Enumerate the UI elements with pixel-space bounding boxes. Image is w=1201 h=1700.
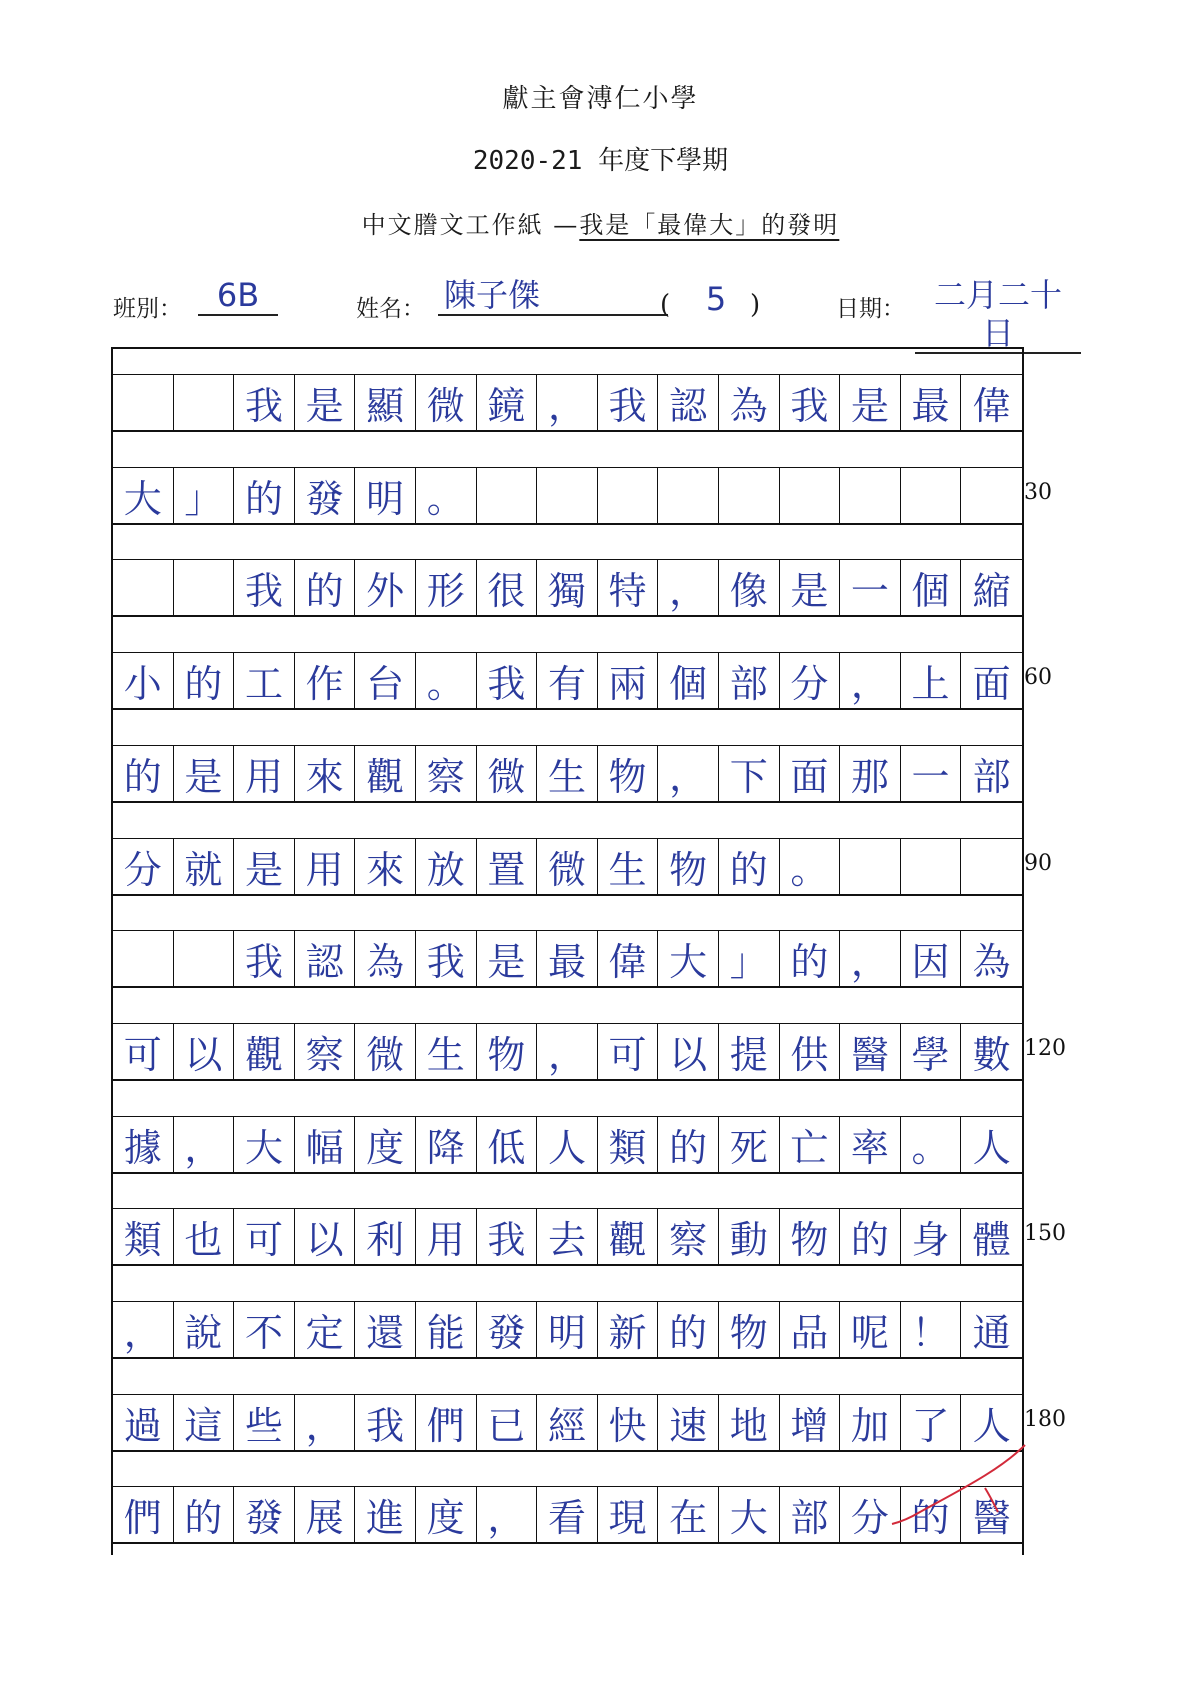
grid-cell: 像 bbox=[719, 560, 780, 615]
grid-cell: 我 bbox=[234, 560, 295, 615]
date-value: 二月二十日 bbox=[915, 276, 1081, 354]
grid-cell: 人 bbox=[972, 1125, 1011, 1170]
grid-cell: 數 bbox=[972, 1032, 1011, 1077]
grid-cell: ！ bbox=[901, 1302, 962, 1357]
grid-cell: 是 bbox=[840, 375, 901, 430]
character-count-label: 150 bbox=[1024, 1221, 1066, 1247]
grid-cell bbox=[537, 468, 598, 523]
grid-cell: 觀 bbox=[598, 1209, 659, 1264]
grid-cell: 用 bbox=[295, 839, 356, 894]
name-value: 陳子傑 bbox=[438, 276, 668, 316]
class-value: 6B bbox=[198, 276, 278, 316]
character-count-label: 120 bbox=[1024, 1035, 1066, 1061]
grid-cell: 形 bbox=[416, 560, 477, 615]
grid-cell: 通 bbox=[972, 1311, 1011, 1355]
grid-cell: 下 bbox=[719, 746, 780, 801]
grid-cell bbox=[113, 375, 174, 430]
number-open-paren: ( bbox=[660, 290, 671, 320]
row-spacer bbox=[113, 1183, 1022, 1209]
row-spacer bbox=[113, 813, 1022, 839]
grid-cell: 個 bbox=[658, 653, 719, 708]
grid-cell: 作 bbox=[295, 653, 356, 708]
grid-cell bbox=[174, 931, 235, 986]
grid-row bbox=[113, 653, 1022, 710]
grid-cell: 定 bbox=[295, 1302, 356, 1357]
grid-cell: ， bbox=[840, 653, 901, 708]
grid-cell: 的 bbox=[840, 1209, 901, 1264]
grid-cell bbox=[961, 468, 1022, 523]
school-name: 獻主會溥仁小學 bbox=[502, 84, 699, 114]
worksheet-topic: 我是「最偉大」的發明 bbox=[579, 211, 840, 239]
grid-cell: 。 bbox=[416, 468, 477, 523]
grid-cell: 觀 bbox=[355, 746, 416, 801]
grid-cell: 偉 bbox=[598, 931, 659, 986]
grid-cell: 就 bbox=[174, 839, 235, 894]
grid-cell: 上 bbox=[901, 653, 962, 708]
grid-cell bbox=[174, 375, 235, 430]
grid-cell: 分 bbox=[840, 1487, 901, 1542]
grid-cell: 我 bbox=[598, 375, 659, 430]
row-spacer bbox=[113, 627, 1022, 653]
grid-cell: 物 bbox=[719, 1302, 780, 1357]
worksheet-title bbox=[0, 205, 1201, 240]
grid-cell: 工 bbox=[234, 653, 295, 708]
grid-cell bbox=[780, 468, 841, 523]
grid-cell: 物 bbox=[780, 1209, 841, 1264]
character-count-label: 180 bbox=[1024, 1406, 1066, 1432]
date-label: 日期： bbox=[836, 296, 905, 322]
grid-cell: 的 bbox=[901, 1487, 962, 1542]
grid-cell: 察 bbox=[295, 1024, 356, 1079]
writing-grid bbox=[111, 347, 1024, 1555]
grid-row bbox=[113, 931, 1022, 988]
grid-cell: 我 bbox=[477, 1209, 538, 1264]
grid-cell: 生 bbox=[537, 746, 598, 801]
grid-cell: 呢 bbox=[840, 1302, 901, 1357]
grid-cell: 展 bbox=[295, 1487, 356, 1542]
grid-cell: 也 bbox=[174, 1209, 235, 1264]
grid-cell: 看 bbox=[537, 1487, 598, 1542]
grid-cell bbox=[598, 468, 659, 523]
row-spacer bbox=[113, 1091, 1022, 1117]
grid-cell: 特 bbox=[598, 560, 659, 615]
grid-cell: 為 bbox=[719, 375, 780, 430]
grid-cell: 來 bbox=[355, 839, 416, 894]
grid-cell: 是 bbox=[780, 560, 841, 615]
grid-row bbox=[113, 1024, 1022, 1081]
character-count-label: 60 bbox=[1024, 665, 1052, 691]
grid-cell: 動 bbox=[719, 1209, 780, 1264]
grid-cell: 置 bbox=[477, 839, 538, 894]
grid-cell: 以 bbox=[174, 1024, 235, 1079]
grid-cell: 個 bbox=[901, 560, 962, 615]
grid-cell: 。 bbox=[780, 839, 841, 894]
grid-cell: 供 bbox=[780, 1024, 841, 1079]
grid-cell bbox=[113, 931, 174, 986]
grid-cell: 發 bbox=[295, 468, 356, 523]
grid-cell bbox=[719, 468, 780, 523]
row-spacer bbox=[113, 905, 1022, 931]
grid-cell: 那 bbox=[840, 746, 901, 801]
grid-cell: 」 bbox=[719, 931, 780, 986]
character-count-label: 90 bbox=[1024, 850, 1052, 876]
grid-cell: 體 bbox=[972, 1218, 1011, 1263]
grid-cell: 一 bbox=[901, 746, 962, 801]
grid-cell: 認 bbox=[658, 375, 719, 430]
grid-cell: 。 bbox=[416, 653, 477, 708]
grid-cell: 速 bbox=[658, 1395, 719, 1450]
row-spacer bbox=[113, 720, 1022, 746]
grid-cell: 些 bbox=[234, 1395, 295, 1450]
grid-cell bbox=[901, 468, 962, 523]
grid-cell: 學 bbox=[901, 1024, 962, 1079]
grid-cell: ， bbox=[840, 931, 901, 986]
grid-cell: 我 bbox=[234, 375, 295, 430]
grid-cell: 以 bbox=[295, 1209, 356, 1264]
grid-cell: 獨 bbox=[537, 560, 598, 615]
grid-cell: ， bbox=[174, 1117, 235, 1172]
grid-cell bbox=[174, 560, 235, 615]
grid-cell: 可 bbox=[598, 1024, 659, 1079]
grid-cell bbox=[477, 468, 538, 523]
grid-cell: 還 bbox=[355, 1302, 416, 1357]
grid-cell: 兩 bbox=[598, 653, 659, 708]
grid-cell: 縮 bbox=[972, 569, 1011, 614]
grid-cell: 提 bbox=[719, 1024, 780, 1079]
grid-cell: 現 bbox=[598, 1487, 659, 1542]
grid-row bbox=[113, 560, 1022, 617]
grid-cell: 大 bbox=[658, 931, 719, 986]
grid-cell: 生 bbox=[416, 1024, 477, 1079]
grid-cell: 外 bbox=[355, 560, 416, 615]
grid-cell: 放 bbox=[416, 839, 477, 894]
grid-cell: 用 bbox=[234, 746, 295, 801]
row-spacer bbox=[113, 442, 1022, 468]
grid-row bbox=[113, 1209, 1022, 1266]
grid-cell: 的 bbox=[113, 746, 174, 801]
name-label: 姓名： bbox=[356, 296, 425, 322]
grid-cell: 鏡 bbox=[477, 375, 538, 430]
grid-cell: ， bbox=[537, 1024, 598, 1079]
grid-cell bbox=[113, 560, 174, 615]
grid-cell: 是 bbox=[234, 839, 295, 894]
grid-cell: 大 bbox=[719, 1487, 780, 1542]
grid-cell: 說 bbox=[174, 1302, 235, 1357]
grid-cell: 過 bbox=[113, 1395, 174, 1450]
grid-cell: 有 bbox=[537, 653, 598, 708]
grid-cell: 了 bbox=[901, 1395, 962, 1450]
grid-cell: 偉 bbox=[972, 384, 1011, 428]
grid-cell: 去 bbox=[537, 1209, 598, 1264]
grid-cell: 品 bbox=[780, 1302, 841, 1357]
grid-cell: 來 bbox=[295, 746, 356, 801]
grid-cell: 為 bbox=[355, 931, 416, 986]
grid-cell: 已 bbox=[477, 1395, 538, 1450]
grid-row bbox=[113, 1117, 1022, 1174]
grid-cell: 物 bbox=[477, 1024, 538, 1079]
grid-cell: 據 bbox=[113, 1117, 174, 1172]
grid-cell: 類 bbox=[113, 1209, 174, 1264]
class-label: 班別： bbox=[113, 296, 182, 322]
grid-cell: 最 bbox=[901, 375, 962, 430]
number-close-paren: ) bbox=[750, 290, 761, 320]
grid-cell: 小 bbox=[113, 653, 174, 708]
grid-cell: 分 bbox=[113, 839, 174, 894]
grid-row bbox=[113, 746, 1022, 803]
grid-cell: 用 bbox=[416, 1209, 477, 1264]
grid-cell: 降 bbox=[416, 1117, 477, 1172]
grid-cell: 醫 bbox=[972, 1496, 1011, 1541]
grid-cell: 。 bbox=[901, 1117, 962, 1172]
grid-cell: 發 bbox=[234, 1487, 295, 1542]
row-spacer bbox=[113, 1276, 1022, 1302]
grid-cell bbox=[658, 468, 719, 523]
grid-cell: 進 bbox=[355, 1487, 416, 1542]
grid-cell: 部 bbox=[719, 653, 780, 708]
grid-cell: 的 bbox=[234, 468, 295, 523]
grid-cell: 大 bbox=[234, 1117, 295, 1172]
grid-row bbox=[113, 1302, 1022, 1359]
grid-cell: 一 bbox=[840, 560, 901, 615]
grid-cell: 亡 bbox=[780, 1117, 841, 1172]
grid-cell: 部 bbox=[780, 1487, 841, 1542]
grid-cell: 度 bbox=[355, 1117, 416, 1172]
grid-cell: 顯 bbox=[355, 375, 416, 430]
grid-cell: 率 bbox=[840, 1117, 901, 1172]
grid-cell: ， bbox=[295, 1395, 356, 1450]
row-spacer bbox=[113, 1461, 1022, 1487]
grid-cell: 物 bbox=[658, 839, 719, 894]
grid-cell: 很 bbox=[477, 560, 538, 615]
grid-cell: 的 bbox=[295, 560, 356, 615]
grid-cell: 醫 bbox=[840, 1024, 901, 1079]
term-title: 2020-21 年度下學期 bbox=[472, 146, 729, 176]
grid-cell: 最 bbox=[537, 931, 598, 986]
grid-cell: 察 bbox=[416, 746, 477, 801]
grid-cell bbox=[840, 468, 901, 523]
grid-cell: 分 bbox=[780, 653, 841, 708]
character-count-label: 30 bbox=[1024, 479, 1052, 505]
grid-cell: 的 bbox=[174, 1487, 235, 1542]
grid-cell: 人 bbox=[537, 1117, 598, 1172]
grid-cell: 我 bbox=[416, 931, 477, 986]
grid-cell bbox=[840, 839, 901, 894]
row-spacer bbox=[113, 998, 1022, 1024]
grid-cell: 察 bbox=[658, 1209, 719, 1264]
grid-cell: 物 bbox=[598, 746, 659, 801]
grid-cell: 微 bbox=[355, 1024, 416, 1079]
grid-cell: 的 bbox=[658, 1302, 719, 1357]
grid-cell: 快 bbox=[598, 1395, 659, 1450]
grid-cell: 」 bbox=[174, 468, 235, 523]
grid-row bbox=[113, 1395, 1022, 1452]
grid-cell: 生 bbox=[598, 839, 659, 894]
grid-cell: 類 bbox=[598, 1117, 659, 1172]
grid-cell: 微 bbox=[416, 375, 477, 430]
grid-cell: ， bbox=[658, 746, 719, 801]
grid-cell: 認 bbox=[295, 931, 356, 986]
correction-mark-icon bbox=[890, 1440, 1030, 1530]
class-number-value: 5 bbox=[705, 280, 727, 318]
grid-cell: 以 bbox=[658, 1024, 719, 1079]
grid-cell: 微 bbox=[537, 839, 598, 894]
grid-cell: 的 bbox=[174, 653, 235, 708]
grid-cell: 大 bbox=[113, 468, 174, 523]
grid-cell: 利 bbox=[355, 1209, 416, 1264]
grid-cell bbox=[901, 839, 962, 894]
grid-cell: 面 bbox=[780, 746, 841, 801]
grid-cell: 們 bbox=[416, 1395, 477, 1450]
grid-cell: ， bbox=[658, 560, 719, 615]
grid-cell: 因 bbox=[901, 931, 962, 986]
grid-cell: 為 bbox=[972, 940, 1011, 985]
grid-cell: 經 bbox=[537, 1395, 598, 1450]
grid-cell: 部 bbox=[972, 754, 1011, 799]
grid-cell: 是 bbox=[295, 375, 356, 430]
grid-cell: 是 bbox=[174, 746, 235, 801]
grid-cell: 我 bbox=[477, 653, 538, 708]
worksheet-prefix: 中文謄文工作紙 — bbox=[361, 211, 580, 239]
grid-cell: 是 bbox=[477, 931, 538, 986]
row-spacer bbox=[113, 534, 1022, 560]
grid-cell: 微 bbox=[477, 746, 538, 801]
grid-cell: ， bbox=[477, 1487, 538, 1542]
grid-cell: 我 bbox=[355, 1395, 416, 1450]
grid-cell: 死 bbox=[719, 1117, 780, 1172]
grid-cell: ， bbox=[113, 1302, 174, 1357]
grid-cell: 面 bbox=[972, 662, 1011, 707]
grid-cell: 我 bbox=[234, 931, 295, 986]
grid-cell: 台 bbox=[355, 653, 416, 708]
grid-cell: 發 bbox=[477, 1302, 538, 1357]
grid-cell: 的 bbox=[719, 839, 780, 894]
grid-cell: 我 bbox=[780, 375, 841, 430]
grid-cell: 人 bbox=[972, 1403, 1011, 1448]
grid-row bbox=[113, 468, 1022, 525]
grid-cell: 可 bbox=[234, 1209, 295, 1264]
grid-row bbox=[113, 1487, 1022, 1544]
grid-cell: 地 bbox=[719, 1395, 780, 1450]
grid-cell: 幅 bbox=[295, 1117, 356, 1172]
grid-cell: 們 bbox=[113, 1487, 174, 1542]
grid-cell: 在 bbox=[658, 1487, 719, 1542]
grid-cell: 能 bbox=[416, 1302, 477, 1357]
grid-cell: 觀 bbox=[234, 1024, 295, 1079]
grid-cell: 明 bbox=[537, 1302, 598, 1357]
grid-row bbox=[113, 375, 1022, 432]
grid-cell: 新 bbox=[598, 1302, 659, 1357]
grid-cell: 增 bbox=[780, 1395, 841, 1450]
grid-cell: 的 bbox=[658, 1117, 719, 1172]
grid-cell: 加 bbox=[840, 1395, 901, 1450]
grid-cell: 身 bbox=[901, 1209, 962, 1264]
grid-cell: 可 bbox=[113, 1024, 174, 1079]
grid-cell: 低 bbox=[477, 1117, 538, 1172]
grid-cell: 明 bbox=[355, 468, 416, 523]
grid-cell: 這 bbox=[174, 1395, 235, 1450]
grid-row bbox=[113, 839, 1022, 896]
grid-cell: ， bbox=[537, 375, 598, 430]
grid-cell: 不 bbox=[234, 1302, 295, 1357]
row-spacer bbox=[113, 349, 1022, 375]
grid-cell bbox=[961, 839, 1022, 894]
row-spacer bbox=[113, 1369, 1022, 1395]
grid-cell: 的 bbox=[780, 931, 841, 986]
grid-cell: 度 bbox=[416, 1487, 477, 1542]
